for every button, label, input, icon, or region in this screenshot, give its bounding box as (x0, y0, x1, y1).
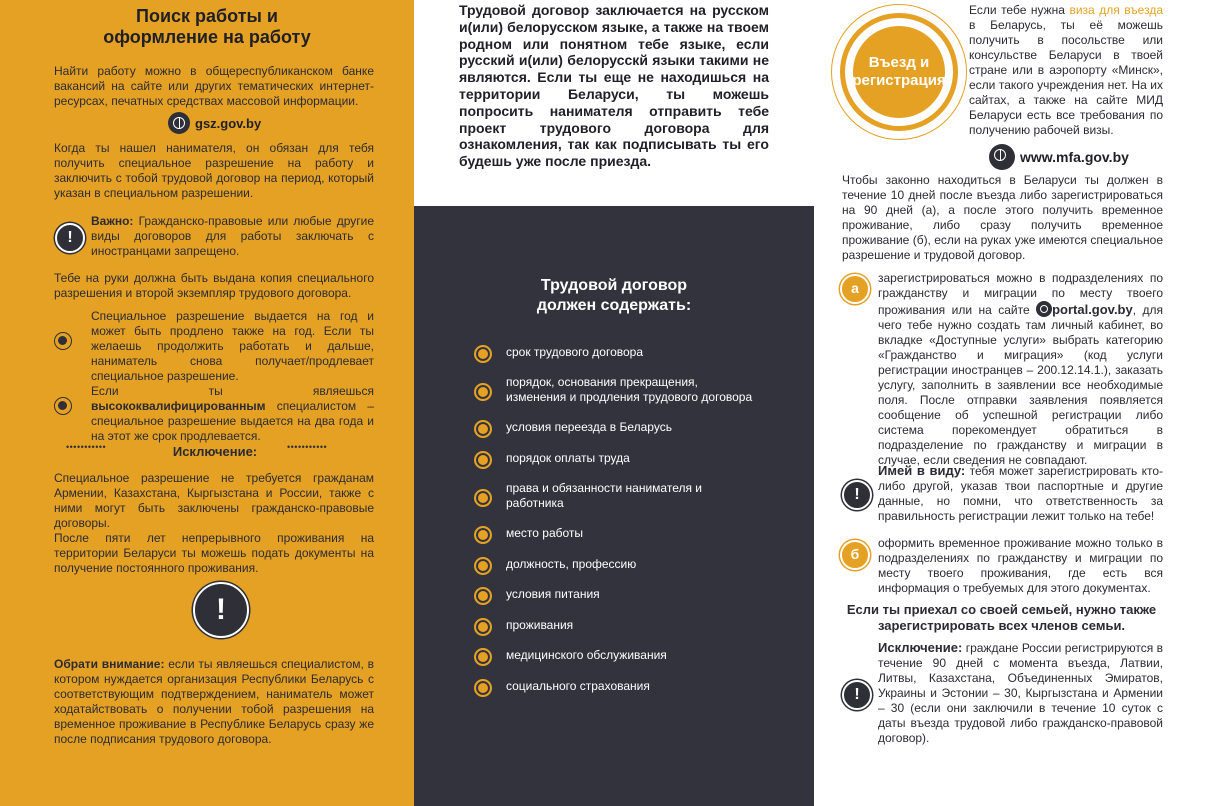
visa-post: в Беларусь, ты её можешь получить в посольстве или консульстве Беларуси в твоей стране или в аэропорту «Минск», если такого учреждения нет. На их сайтах, а также на сайте МИД Беларуси есть все требования по получению рабочей визы. (969, 18, 1163, 137)
important-text: Гражданско-правовые или любые другие виды договоров для работы заключать с иностранцами запрещено. (91, 214, 374, 258)
contract-item-label: должность, профессию (506, 557, 637, 571)
contract-item-label: срок трудового договора (506, 345, 644, 359)
important-label: Важно: (91, 214, 134, 228)
web-icon (989, 144, 1015, 170)
note-text: тебя может зарегистрировать кто-либо другой, указав твои паспортные и другие данные, но помни, что ответственность за правильность регистрации лежит только на тебе! (878, 464, 1163, 523)
contract-item-label: права и обязанности нанимателя и работника (506, 481, 703, 510)
portal-link[interactable]: portal.gov.by (1052, 302, 1133, 317)
note-alert-icon: ! (842, 480, 872, 510)
exception-text: граждане России регистрируются в течение 90 дней с момента въезда, Латвии, Литвы, Казахстана, Объединенных Эмиратов, Украины и Эстонии – 30, Кыргызстана и Армении – 30 (если они заключили в течение 10 суток с даты въезда трудовой либо гражданско-правовой договор). (878, 641, 1163, 745)
bullet-icon (474, 451, 492, 469)
contract-item-label: проживания (506, 618, 574, 632)
exception-alert-icon: ! (842, 680, 872, 710)
contract-item-label: порядок, основания прекращения, изменения и продления трудового договора (506, 375, 753, 404)
permit-term-bullet: Специальное разрешение выдается на год и может быть продлено также на год. Если ты желаешь продолжить работать и дальше, наниматель снова получает/продлевает специальное разрешение. (91, 309, 374, 383)
highly-qualified-bullet (91, 384, 374, 444)
middle-column (414, 0, 814, 806)
important-note (91, 214, 374, 259)
visa-paragraph (969, 3, 1163, 138)
entry-registration-badge (840, 13, 958, 131)
big-alert-icon: ! (193, 582, 249, 638)
contract-contents-title (414, 276, 814, 316)
bullet2-bold: высококвалифицированным (91, 399, 266, 413)
gsz-link[interactable]: gsz.gov.by (195, 115, 262, 131)
attention-text: если ты являешься специалистом, в котором нуждается организация Республики Беларусь с соответствующим подтверждением, наниматель может ходатайствовать о получении тобой разрешения на временное проживание в Республике Беларусь сразу же после подписания трудового договора. (54, 657, 374, 746)
visa-pre: Если тебе нужна (969, 3, 1070, 17)
bullet-icon (474, 679, 492, 697)
visa-accent: виза для въезда (1069, 3, 1163, 17)
right-column (814, 0, 1206, 806)
option-b-badge: б (840, 540, 870, 570)
option-a-post: , для чего тебе нужно создать там личный кабинет, во вкладке «Доступные услуги» выбрать категорию «Гражданство и миграция» (код услуги регистрации иностранцев – 200.12.14.1.), заказать услугу, заполнить в заявлении все необходимые поля. После отправки заявления появляется сообщение об успешной регистрации либо система порекомендует обратиться в подразделение по гражданству и миграции в случае, если сведения не совпадают. (878, 303, 1164, 467)
bullet2-post: специалистом – специальное разрешение выдается на два года и на этот же срок продлевается. (91, 399, 374, 443)
bullet-icon (54, 332, 72, 350)
bullet-icon (474, 648, 492, 666)
mfa-link-row[interactable] (989, 144, 1129, 170)
important-alert-icon: ! (55, 223, 85, 253)
employer-obligation-paragraph: Когда ты нашел нанимателя, он обязан для тебя получить специальное разрешение на работу и заключить с тобой трудовой договор на период, который указан в специальном разрешении. (54, 141, 374, 200)
contract-item-label: социального страхования (506, 679, 650, 693)
contract-language-paragraph: Трудовой договор заключается на русском и(или) белорусском языке, а также на твоем родном или понятном тебе языке, если русский и(или) белорусскй языки такими не являются. Если ты еще не находишься на территории Беларуси, ты можешь попросить нанимателя отправить тебе проект трудового договора для ознакомления, так как подписывать ты его будешь уже после приезда. (459, 2, 769, 170)
note-paragraph (878, 463, 1163, 524)
bullet-icon (474, 587, 492, 605)
contract-item-label: место работы (506, 526, 584, 540)
bullet-icon (474, 383, 492, 401)
permanent-residence-paragraph: После пяти лет непрерывного проживания на территории Беларуси ты можешь подать документы на получение постоянного проживания. (54, 531, 374, 575)
exception-registration-paragraph (878, 640, 1163, 746)
contract-item-label: условия переезда в Беларусь (506, 420, 672, 434)
dark-title-line-1: Трудовой договор (540, 277, 688, 294)
bullet-icon (474, 557, 492, 575)
web-icon (1036, 301, 1052, 317)
contract-item-label: условия питания (506, 587, 600, 601)
exception-paragraph: Специальное разрешение не требуется гражданам Армении, Казахстана, Кыргызстана и России, также с ними могут быть заключены гражданско-правовые договоры. (54, 471, 374, 530)
exception-title: Исключение: (172, 444, 258, 459)
bullet-icon (474, 526, 492, 544)
copy-paragraph: Тебе на руки должна быть выдана копия специального разрешения и второй экземпляр трудового договора. (54, 271, 374, 300)
dark-title-line-2: должен содержать: (536, 297, 692, 314)
job-bank-paragraph: Найти работу можно в общереспубликанском банке вакансий на сайте или других тематических интернет-ресурсах, печатных средствах массовой информации. (54, 64, 374, 108)
badge-core (853, 26, 945, 118)
option-a-pre: зарегистрироваться можно в подразделениях по гражданству и миграции по месту твоего проживания или на сайте (878, 271, 1163, 317)
contract-item-label: медицинского обслуживания (506, 648, 667, 662)
exception-label: Исключение: (878, 640, 963, 655)
badge-line-1: Въезд и (868, 54, 930, 71)
gsz-link-row[interactable] (168, 112, 261, 134)
section-title-job-search (0, 6, 414, 48)
note-label: Имей в виду: (878, 463, 966, 478)
attention-paragraph (54, 657, 374, 747)
bullet-icon (474, 420, 492, 438)
mfa-link[interactable]: www.mfa.gov.by (1020, 149, 1129, 165)
left-column (0, 0, 414, 806)
title-line-1: Поиск работы и (136, 6, 278, 26)
bullet-icon (474, 618, 492, 636)
bullet2-pre: Если ты являешься (91, 384, 374, 398)
option-b-paragraph: оформить временное проживание можно только в подразделениях по гражданству и миграции по месту твоего проживания, где есть вся информация о требуемых для этого документах. (878, 536, 1163, 595)
divider-dots-left: ••••••••••• (66, 442, 107, 452)
bullet-icon (474, 345, 492, 363)
contract-item-label: порядок оплаты труда (506, 451, 630, 465)
bullet-icon (54, 397, 72, 415)
bullet-icon (474, 489, 492, 507)
contract-contents-panel (414, 206, 814, 806)
family-registration-note: Если ты приехал со своей семьей, нужно также зарегистрировать всех членов семьи. (846, 602, 1157, 633)
option-a-badge: а (840, 274, 870, 304)
web-icon (168, 112, 190, 134)
divider-dots-right: ••••••••••• (287, 442, 328, 452)
attention-label: Обрати внимание: (54, 657, 165, 671)
badge-line-2: регистрация (852, 72, 946, 89)
registration-paragraph: Чтобы законно находиться в Беларуси ты должен в течение 10 дней после въезда либо зарегистрироваться на 90 дней (а), а после этого получить временное проживание, либо сразу получить временное проживание (б), если на руках уже имеются специальное разрешение и трудовой договор. (842, 173, 1164, 262)
title-line-2: оформление на работу (103, 27, 311, 47)
option-a-paragraph (878, 271, 1163, 468)
